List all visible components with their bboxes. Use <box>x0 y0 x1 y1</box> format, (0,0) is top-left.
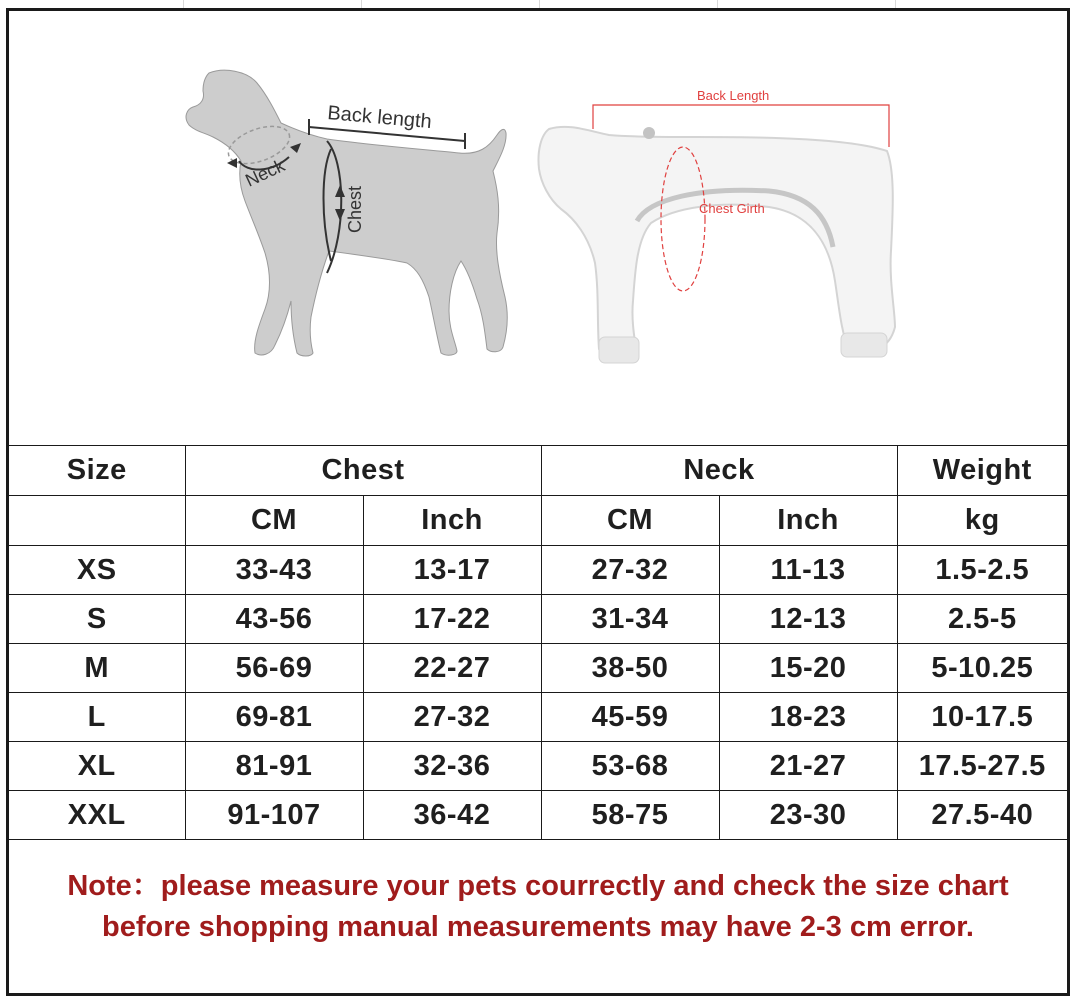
cell-size: XXL <box>9 791 185 840</box>
cell-chest-cm: 43-56 <box>185 595 363 644</box>
table-row <box>9 546 1067 595</box>
cell-neck-cm: 58-75 <box>541 791 719 840</box>
cell-weight: 17.5-27.5 <box>897 742 1067 791</box>
cell-size: S <box>9 595 185 644</box>
dog-jumpsuit-icon <box>538 127 895 363</box>
table-row <box>9 693 1067 742</box>
cell-chest-cm: 33-43 <box>185 546 363 595</box>
subheader-empty <box>9 496 185 546</box>
measurement-illustration <box>9 11 1067 445</box>
header-weight: Weight <box>897 446 1067 496</box>
label-chest: Chest <box>345 185 365 233</box>
cell-neck-inch: 15-20 <box>719 644 897 693</box>
cell-size: XL <box>9 742 185 791</box>
cell-chest-cm: 56-69 <box>185 644 363 693</box>
cell-chest-inch: 22-27 <box>363 644 541 693</box>
cell-weight: 10-17.5 <box>897 693 1067 742</box>
subheader-chest-cm: CM <box>185 496 363 546</box>
size-table <box>9 445 1067 840</box>
cell-neck-cm: 38-50 <box>541 644 719 693</box>
table-subheader-row <box>9 496 1067 546</box>
cell-neck-inch: 21-27 <box>719 742 897 791</box>
note-line-2: before shopping manual measurements may have 2-3 cm error. <box>102 911 974 943</box>
header-size: Size <box>9 446 185 496</box>
table-row <box>9 742 1067 791</box>
cell-weight: 2.5-5 <box>897 595 1067 644</box>
label-neck: Neck <box>242 155 288 191</box>
subheader-weight-unit: kg <box>897 496 1067 546</box>
cell-size: XS <box>9 546 185 595</box>
cell-neck-inch: 23-30 <box>719 791 897 840</box>
cell-weight: 1.5-2.5 <box>897 546 1067 595</box>
cell-chest-inch: 32-36 <box>363 742 541 791</box>
cell-size: M <box>9 644 185 693</box>
cell-chest-inch: 13-17 <box>363 546 541 595</box>
cell-chest-inch: 17-22 <box>363 595 541 644</box>
subheader-chest-inch: Inch <box>363 496 541 546</box>
cell-weight: 27.5-40 <box>897 791 1067 840</box>
size-chart-frame <box>6 8 1070 996</box>
subheader-neck-inch: Inch <box>719 496 897 546</box>
subheader-neck-cm: CM <box>541 496 719 546</box>
cell-neck-inch: 12-13 <box>719 595 897 644</box>
table-header-row <box>9 446 1067 496</box>
header-neck: Neck <box>541 446 897 496</box>
cell-chest-cm: 81-91 <box>185 742 363 791</box>
cell-neck-cm: 31-34 <box>541 595 719 644</box>
label-garment-back-length: Back Length <box>697 88 770 103</box>
cell-chest-cm: 69-81 <box>185 693 363 742</box>
cell-neck-inch: 18-23 <box>719 693 897 742</box>
measurement-note <box>9 866 1067 948</box>
cell-neck-cm: 53-68 <box>541 742 719 791</box>
label-back-length: Back length <box>326 102 433 134</box>
cell-chest-inch: 27-32 <box>363 693 541 742</box>
cell-chest-inch: 36-42 <box>363 791 541 840</box>
table-row <box>9 595 1067 644</box>
label-chest-girth: Chest Girth <box>699 201 765 216</box>
table-row <box>9 644 1067 693</box>
header-chest: Chest <box>185 446 541 496</box>
cell-chest-cm: 91-107 <box>185 791 363 840</box>
cell-neck-cm: 45-59 <box>541 693 719 742</box>
note-line-1: Note：please measure your pets courrectly and check the size chart <box>67 870 1009 902</box>
cell-neck-inch: 11-13 <box>719 546 897 595</box>
cell-neck-cm: 27-32 <box>541 546 719 595</box>
cell-weight: 5-10.25 <box>897 644 1067 693</box>
cell-size: L <box>9 693 185 742</box>
table-row <box>9 791 1067 840</box>
